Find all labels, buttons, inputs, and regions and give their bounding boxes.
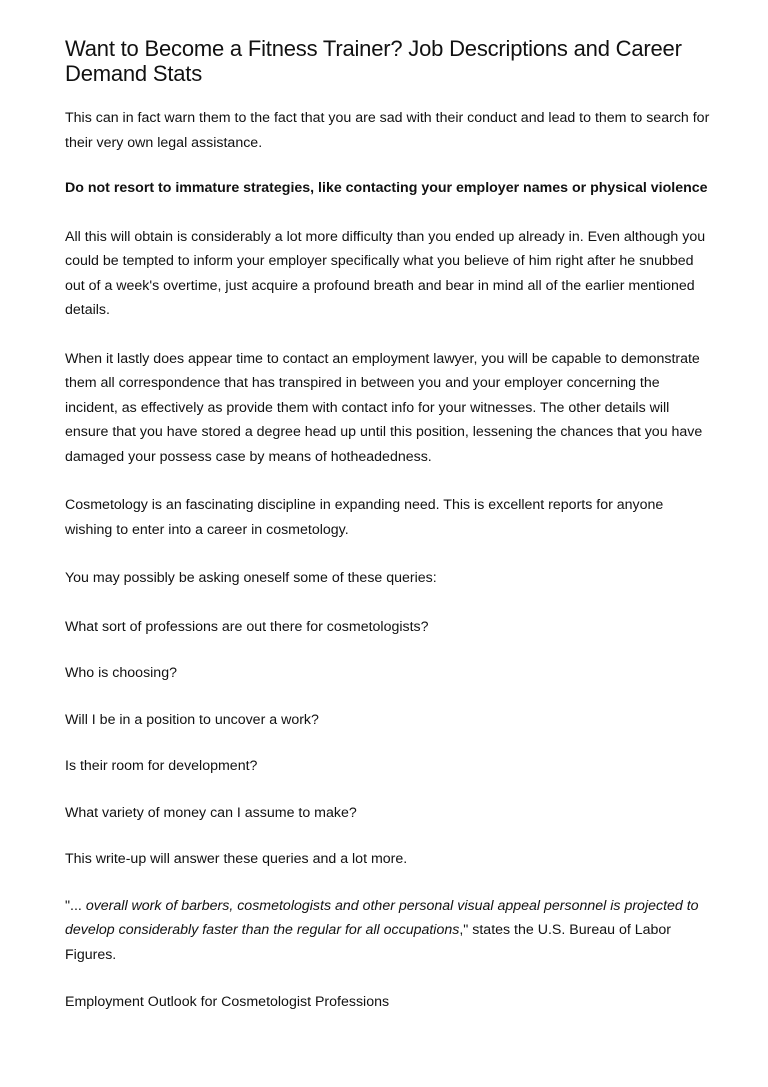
paragraph-intro: This can in fact warn them to the fact that you are sad with their conduct and lead to them to search for their very own legal assistance. (65, 110, 710, 151)
quote-italic-text: overall work of barbers, cosmetologists and other personal visual appeal personnel is projected to develop considerably faster than the regular for all occupations (65, 897, 699, 938)
quote-paragraph (65, 894, 710, 968)
section-outlook-heading: Employment Outlook for Cosmetologist Professions (65, 994, 390, 1010)
paragraph-difficulty: All this will obtain is considerably a lot more difficulty than you ended up already in. Even although you could be tempted to inform your employer specifically what you believe of him right after he snubbed out of a week's overtime, just acquire a profound breath and bear in mind all of the earlier mentioned details. (65, 228, 706, 318)
question-item: What variety of money can I assume to make? (65, 804, 357, 821)
quote-open: "... (65, 897, 86, 914)
paragraph-answer-line: This write-up will answer these queries and a lot more. (65, 851, 408, 867)
paragraph-cosmetology: Cosmetology is an fascinating discipline in expanding need. This is excellent reports for anyone wishing to enter into a career in cosmetology. (65, 497, 664, 538)
document-page (65, 36, 710, 1015)
paragraph-employment-lawyer: When it lastly does appear time to contact an employment lawyer, you will be capable to demonstrate them all correspondence that has transpired in between you and your employer concerning the incident, as effectively as provide them with contact info for your witnesses. The other details will ensure that you have stored a degree head up until this position, lessening the chances that you have damaged your possess case by means of hotheadedness. (65, 350, 703, 465)
bold-subheading: Do not resort to immature strategies, like contacting your employer names or physical violence (65, 180, 708, 196)
paragraph-queries-intro: You may possibly be asking oneself some of these queries: (65, 570, 437, 586)
question-item: Who is choosing? (65, 665, 177, 681)
document-title: Want to Become a Fitness Trainer? Job Descriptions and Career Demand Stats (65, 36, 682, 86)
question-item: Is their room for development? (65, 758, 258, 774)
quote-close: ," states the U.S. Bureau of Labor Figures. (65, 922, 672, 963)
question-item: What sort of professions are out there for cosmetologists? (65, 618, 429, 635)
question-item: Will I be in a position to uncover a work? (65, 711, 319, 728)
